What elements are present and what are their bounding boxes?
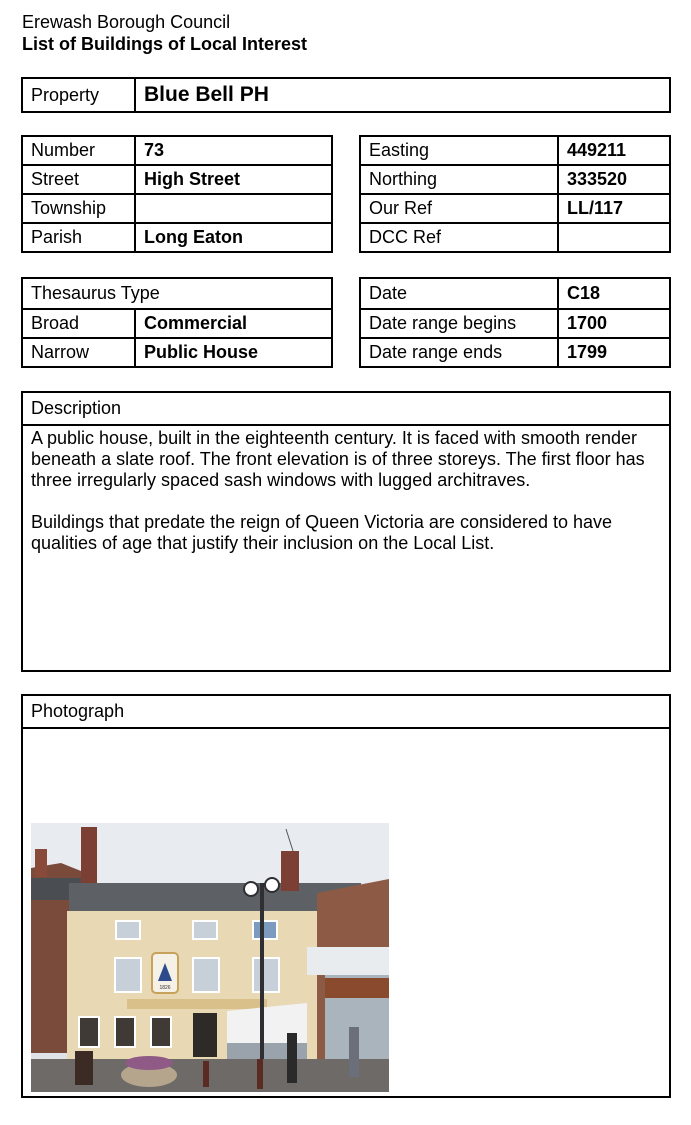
thesaurus-table — [21, 277, 333, 368]
date-begins-value: 1700 — [558, 309, 670, 338]
list-title: List of Buildings of Local Interest — [22, 34, 308, 54]
street-value: High Street — [135, 165, 332, 194]
street-label: Street — [22, 165, 135, 194]
dcc-ref-value — [558, 223, 670, 252]
broad-value: Commercial — [135, 309, 332, 338]
description-box — [21, 391, 671, 672]
narrow-value: Public House — [135, 338, 332, 367]
date-ends-label: Date range ends — [360, 338, 558, 367]
council-name: Erewash Borough Council — [22, 12, 231, 32]
description-heading: Description — [23, 393, 669, 426]
number-label: Number — [22, 136, 135, 165]
our-ref-value: LL/117 — [558, 194, 670, 223]
our-ref-label: Our Ref — [360, 194, 558, 223]
township-label: Township — [22, 194, 135, 223]
property-label: Property — [22, 78, 135, 112]
narrow-label: Narrow — [22, 338, 135, 367]
parish-label: Parish — [22, 223, 135, 252]
number-value: 73 — [135, 136, 332, 165]
easting-value: 449211 — [558, 136, 670, 165]
date-ends-value: 1799 — [558, 338, 670, 367]
document-header — [22, 11, 307, 55]
property-value: Blue Bell PH — [135, 78, 670, 112]
easting-label: Easting — [360, 136, 558, 165]
date-value: C18 — [558, 278, 670, 309]
township-value — [135, 194, 332, 223]
northing-value: 333520 — [558, 165, 670, 194]
description-paragraph: Buildings that predate the reign of Queen Victoria are considered to have qualities of age that justify their inclusion on the Local List. — [31, 512, 613, 553]
description-paragraph: A public house, built in the eighteenth century. It is faced with smooth render beneath a slate roof. The front elevation is of three storeys. The first floor has three irregularly spaced sash windows with lugged architraves. — [31, 428, 645, 490]
northing-label: Northing — [360, 165, 558, 194]
sign-text: 1826 — [159, 985, 171, 991]
dating-table — [359, 277, 671, 368]
date-begins-label: Date range begins — [360, 309, 558, 338]
parish-value: Long Eaton — [135, 223, 332, 252]
description-body — [23, 426, 669, 554]
building-photo — [31, 823, 389, 1092]
dcc-ref-label: DCC Ref — [360, 223, 558, 252]
date-label: Date — [360, 278, 558, 309]
broad-label: Broad — [22, 309, 135, 338]
thesaurus-heading: Thesaurus Type — [22, 278, 332, 309]
photograph-heading: Photograph — [23, 696, 669, 729]
property-table — [21, 77, 671, 113]
grid-ref-table — [359, 135, 671, 253]
address-table — [21, 135, 333, 253]
